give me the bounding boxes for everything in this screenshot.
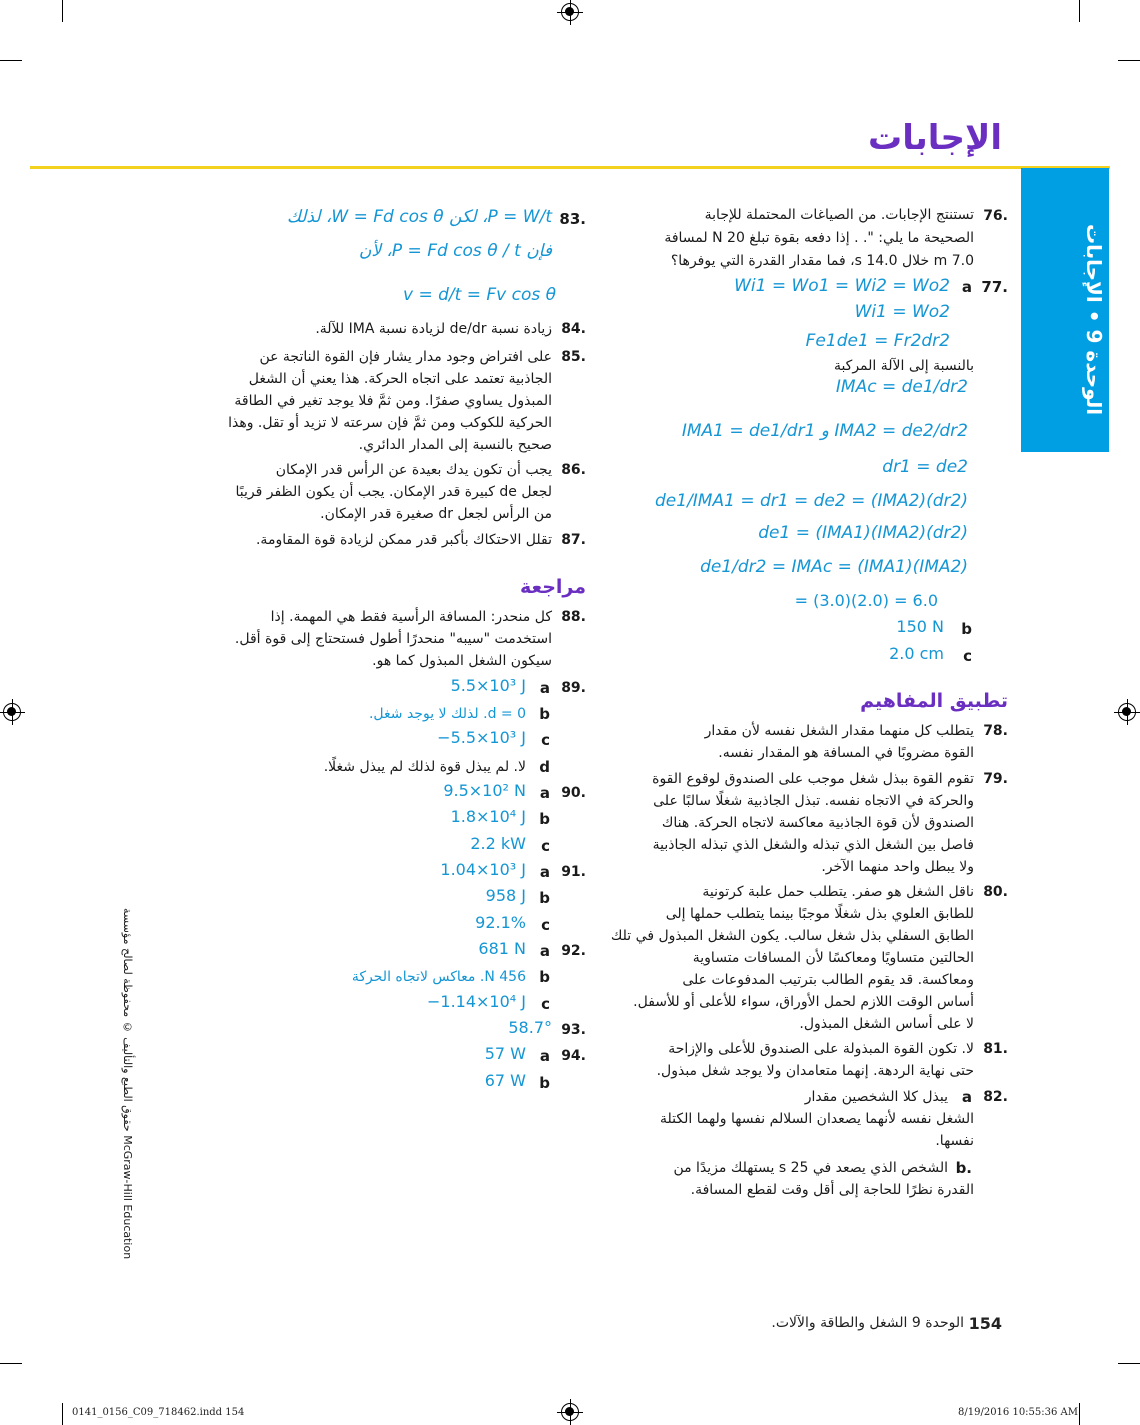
- answer-line: m 7.0 خلال s 14.0، فما مقدار القدرة التي يوفرها؟: [670, 253, 974, 269]
- answer-line: الصندوق لأن قوة الجاذبية معاكسة لاتجاه الحركة. هناك: [661, 815, 974, 831]
- answer-line: والحركة في الاتجاه نفسه. تبذل الجاذبية شغلًا سالبًا على: [653, 793, 974, 809]
- section-heading: مراجعة: [519, 576, 586, 598]
- part-label: b.: [955, 1159, 972, 1177]
- part-label: b: [961, 620, 972, 638]
- part-label: c: [541, 995, 550, 1013]
- question-number: .77: [981, 278, 1008, 296]
- answer-line: الصحيحة ما يلي: ". . إذا دفعه بقوة تبلغ N 20 لمسافة: [664, 230, 974, 246]
- part-label: b: [539, 705, 550, 723]
- answer-value: 2.2 kW: [470, 834, 526, 853]
- crop-mark: [0, 1363, 22, 1364]
- answer-line: للطابق العلوي بذل شغلًا موجبًا بينما يتطلب حملها إلى: [665, 906, 974, 922]
- answer-line: القوة مضروبًا في المسافة هو المقدار نفسه.: [718, 745, 974, 761]
- equation: Wi1 = Wo1 = Wi2 = Wo2: [734, 276, 950, 296]
- answer-line: نفسها.: [935, 1133, 974, 1149]
- answer-line: الجاذبية تعتمد على اتجاه الحركة. هذا يعني أن الشغل: [248, 371, 552, 387]
- left-column: [180, 200, 586, 1300]
- answer-line: يتطلب كل منهما مقدار الشغل نفسه لأن مقدار: [704, 723, 974, 739]
- equation: P = W/t، لكن W = Fd cos θ، لذلك: [286, 207, 552, 227]
- part-label: a: [539, 679, 550, 697]
- answer-line: الحركية للكوكب ومن ثمَّ فإن سرعته لا تزيد أو تقل. وهذا: [228, 415, 552, 431]
- answer-line: كل منحدر: المسافة الرأسية فقط هي المهمة. إذا: [270, 609, 552, 625]
- equation: de1 = (IMA1)(IMA2)(dr2): [758, 523, 968, 543]
- answer-line: تستنتج الإجابات. من الصياغات المحتملة للإجابة: [704, 207, 974, 223]
- registration-mark-icon: [561, 3, 579, 21]
- question-number: .83: [559, 210, 586, 228]
- slug-filename: 0141_0156_C09_718462.indd 154: [72, 1407, 245, 1418]
- question-number: .78: [983, 723, 1008, 739]
- answer-value: 58.7°: [508, 1018, 552, 1037]
- answer-line: على افتراض وجود مدار يشار فإن القوة الناتجة عن: [259, 349, 552, 365]
- answer-line: من الرأس لجعل dr صغيرة قدر الإمكان.: [320, 506, 552, 522]
- equation: فإن P = Fd cos θ / t، لأن: [358, 241, 552, 261]
- answer-line: المبذول يساوي صفرًا. ومن ثمَّ فلا يوجد تغير في الطاقة: [234, 393, 552, 409]
- answer-line: زيادة نسبة de/dr لزيادة نسبة IMA للآلة.: [315, 321, 552, 337]
- answer-value: 1.04×10³ J: [440, 860, 526, 879]
- header-rule: [30, 166, 1110, 169]
- question-number: .76: [983, 208, 1008, 224]
- crop-mark: [1118, 1363, 1140, 1364]
- crop-mark: [1079, 1403, 1080, 1425]
- question-number: .93: [561, 1022, 586, 1038]
- part-label: b: [539, 889, 550, 907]
- right-column: [600, 200, 1008, 1300]
- question-number: .88: [561, 609, 586, 625]
- copyright-notice: حقوق الطبع والتأليف © محفوظة لصالح مؤسسة McGraw-Hill Education: [121, 908, 134, 1260]
- part-label: c: [541, 731, 550, 749]
- answer-line: الشخص الذي يصعد في s 25 يستهلك مزيدًا من: [673, 1160, 948, 1176]
- question-number: .94: [561, 1048, 586, 1064]
- answer-line: تقلل الاحتكاك بأكبر قدر ممكن لزيادة قوة المقاومة.: [255, 532, 552, 548]
- question-number: .86: [561, 462, 586, 478]
- answer-value: 2.0 cm: [889, 644, 944, 663]
- answer-line: أساس الوقت اللازم لحمل الأوراق، سواء للأعلى أو للأسفل.: [633, 994, 974, 1010]
- section-heading: تطبيق المفاهيم: [860, 690, 1008, 712]
- part-label: a: [961, 278, 972, 296]
- answer-line: لا على أساس الشغل المبذول.: [799, 1016, 974, 1032]
- crop-mark: [1079, 0, 1080, 22]
- question-number: .90: [561, 785, 586, 801]
- answer-line: فاصل بين الشغل الذي تبذله والشغل الذي تبذله الجاذبية: [652, 837, 974, 853]
- answer-line: يبذل كلا الشخصين مقدار: [804, 1089, 948, 1105]
- answer-line: ولا يبطل واحد منهما الآخر.: [821, 859, 974, 875]
- answer-line: ومعاكسة. قد يقوم الطالب بترتيب المدفوعات على: [682, 972, 974, 988]
- page-title: الإجابات: [868, 118, 1002, 158]
- answer-value: 681 N: [478, 939, 526, 958]
- equation: Fe1de1 = Fr2dr2: [805, 331, 950, 351]
- answer-value: 150 N: [896, 617, 944, 636]
- answer-line: صحيح بالنسبة إلى المدار الدائري.: [358, 437, 552, 453]
- registration-mark-icon: [561, 1403, 579, 1421]
- answer-value: 958 J: [485, 886, 526, 905]
- footer-text: الوحدة 9 الشغل والطاقة والآلات.: [771, 1315, 964, 1331]
- page-number: 154: [968, 1314, 1002, 1333]
- answer-value: 9.5×10² N: [443, 781, 526, 800]
- answer-line: الطابق السفلي بذل شغل سالب. يكون الشغل المبذول في تلك: [610, 928, 974, 944]
- answer-line: لجعل de كبيرة قدر الإمكان. يجب أن يكون الظفر قريبًا: [235, 484, 552, 500]
- question-number: .92: [561, 943, 586, 959]
- registration-mark-icon: [1118, 703, 1136, 721]
- answer-line: الشغل نفسه لأنهما يصعدان السلالم نفسها ولهما الكتلة: [660, 1111, 974, 1127]
- answer-value: 92.1%: [475, 913, 526, 932]
- question-number: .89: [561, 680, 586, 696]
- answer-line: القدرة نظرًا للحاجة إلى أقل وقت لقطع المسافة.: [690, 1182, 974, 1198]
- answer-value: 67 W: [484, 1071, 526, 1090]
- crop-mark: [0, 60, 22, 61]
- equation: dr1 = de2: [882, 457, 968, 477]
- question-number: .87: [561, 532, 586, 548]
- question-number: .85: [561, 349, 586, 365]
- question-number: .82: [983, 1089, 1008, 1105]
- part-label: c: [541, 916, 550, 934]
- part-label: b: [539, 968, 550, 986]
- part-label: b: [539, 810, 550, 828]
- equation: de1/dr2 = IMAc = (IMA1)(IMA2): [700, 557, 968, 577]
- answer-value: 57 W: [484, 1044, 526, 1063]
- part-label: d: [539, 758, 550, 776]
- answer-value: 456 N. معاكس لاتجاه الحركة: [351, 969, 526, 985]
- answer-line: يجب أن تكون يدك بعيدة عن الرأس قدر الإمكان: [275, 462, 552, 478]
- answer-value: لا. لم يبذل قوة لذلك لم يبذل شغلًا.: [323, 759, 526, 775]
- part-label: a: [539, 863, 550, 881]
- part-label: a: [539, 1047, 550, 1065]
- question-number: .80: [983, 884, 1008, 900]
- crop-mark: [62, 0, 63, 22]
- answer-value: −1.14×10⁴ J: [426, 992, 526, 1011]
- answer-line: ناقل الشغل هو صفر. يتطلب حمل علبة كرتونية: [702, 884, 974, 900]
- equation: Wi1 = Wo2: [854, 302, 950, 322]
- question-number: .81: [983, 1041, 1008, 1057]
- answer-line: سيكون الشغل المبذول كما هو.: [372, 653, 552, 669]
- part-label: b: [539, 1074, 550, 1092]
- part-label: a: [961, 1088, 972, 1106]
- part-label: a: [539, 784, 550, 802]
- question-number: .79: [983, 771, 1008, 787]
- equation: IMA1 = de1/dr1 و IMA2 = de2/dr2: [681, 421, 968, 441]
- part-label: c: [963, 647, 972, 665]
- part-label: c: [541, 837, 550, 855]
- answer-line: بالنسبة إلى الآلة المركبة: [833, 358, 974, 374]
- answer-value: −5.5×10³ J: [437, 728, 526, 747]
- part-label: a: [539, 942, 550, 960]
- equation: de1/IMA1 = dr1 = de2 = (IMA2)(dr2): [655, 491, 968, 511]
- equation: = (3.0)(2.0) = 6.0: [794, 591, 938, 610]
- equation: v = d/t = Fv cos θ: [403, 285, 556, 305]
- answer-value: 1.8×10⁴ J: [450, 807, 526, 826]
- question-number: .91: [561, 864, 586, 880]
- answer-value: 5.5×10³ J: [450, 676, 526, 695]
- answer-line: تقوم القوة ببذل شغل موجب على الصندوق لوقوع القوة: [652, 771, 974, 787]
- answer-value: d = 0. لذلك لا يوجد شغل.: [368, 706, 526, 722]
- question-number: .84: [561, 321, 586, 337]
- answer-line: لا. تكون القوة المبذولة على الصندوق للأعلى والإزاحة: [668, 1041, 974, 1057]
- crop-mark: [62, 1403, 63, 1425]
- answer-line: الحالتين متساويًا ومعاكسًا لأن المسافات متساوية: [692, 950, 974, 966]
- equation: IMAc = de1/dr2: [835, 377, 968, 397]
- answer-line: استخدمت "سيبه" منحدرًا أطول فستحتاج إلى قوة أقل.: [234, 631, 552, 647]
- answer-line: حتى نهاية الردهة. إنهما متعامدان ولا يوجد شغل مبذول.: [656, 1063, 974, 1079]
- slug-timestamp: 8/19/2016 10:55:36 AM: [958, 1407, 1079, 1418]
- crop-mark: [1118, 60, 1140, 61]
- registration-mark-icon: [3, 703, 21, 721]
- chapter-tab-label: الوحدة 9 • الإجابات: [1082, 224, 1106, 416]
